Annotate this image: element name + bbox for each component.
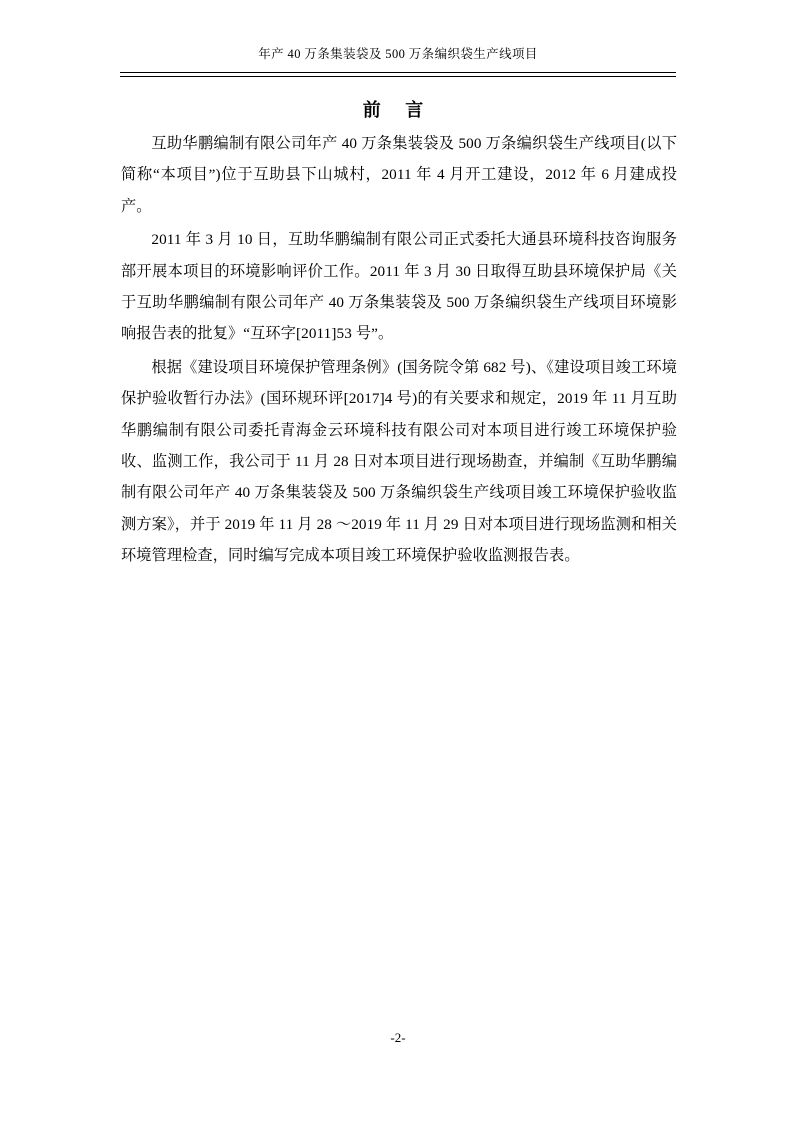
paragraph-1: 互助华鹏编制有限公司年产 40 万条集装袋及 500 万条编织袋生产线项目(以下简称“本项目”)位于互助县下山城村，2011 年 4 月开工建设，2012 年 6 月建成投产。 [121, 135, 677, 215]
header-divider-bottom [120, 76, 676, 77]
paragraph-2: 2011 年 3 月 10 日，互助华鹏编制有限公司正式委托大通县环境科技咨询服务部开展本项目的环境影响评价工作。2011 年 3 月 30 日取得互助县环境保护局《关于互助华鹏编制有限公司年产 40 万条集装袋及 500 万条编织袋生产线项目环境影响报告表的批复》“互环字[2011]53 号”。 [121, 231, 677, 343]
page-number: -2- [390, 1030, 406, 1045]
page-header-title: 年产 40 万条集装袋及 500 万条编织袋生产线项目 [258, 47, 538, 61]
document-body [121, 128, 677, 572]
paragraph-3: 根据《建设项目环境保护管理条例》(国务院令第 682 号)、《建设项目竣工环境保护验收暂行办法》(国环规环评[2017]4 号)的有关要求和规定，2019 年 11 月互助华鹏编制有限公司委托青海金云环境科技有限公司对本项目进行竣工环境保护验收、监测工作，我公司于 11 月 28 日对本项目进行现场勘查，并编制《互助华鹏编制有限公司年产 40 万条集装袋及 500 万条编织袋生产线项目竣工环境保护验收监测方案》，并于 2019 年 11 月 28 ～2019 年 11 月 29 日对本项目进行现场监测和相关环境管理检查，同时编写完成本项目竣工环境保护验收监测报告表。 [121, 358, 677, 565]
header-divider-top [120, 72, 676, 73]
section-title: 前 言 [362, 100, 434, 120]
